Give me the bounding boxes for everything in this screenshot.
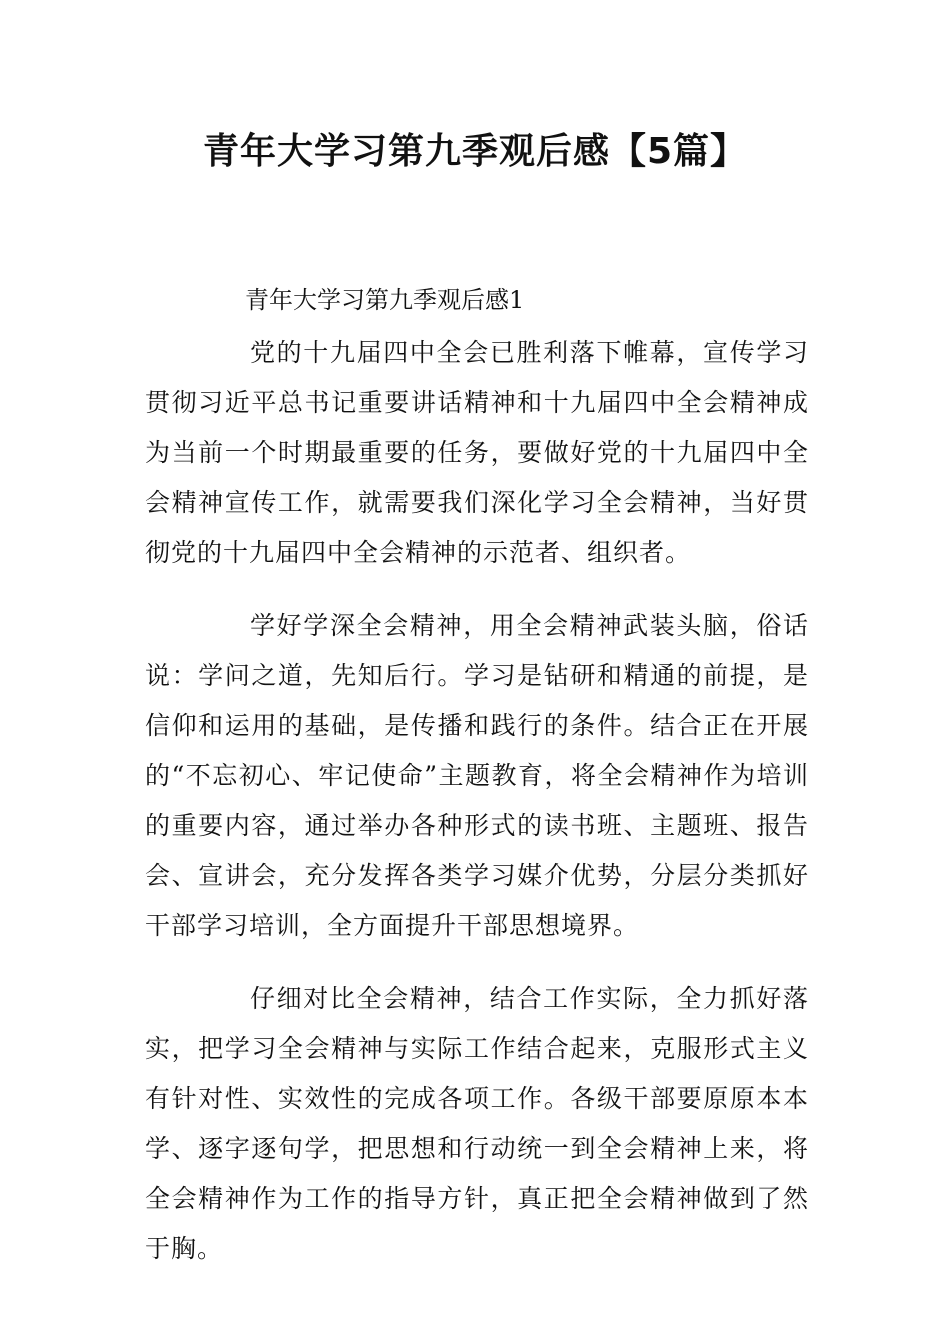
paragraph-2: 学好学深全会精神，用全会精神武装头脑，俗话说：学问之道，先知后行。学习是钻研和精通的前提，是信仰和运用的基础，是传播和践行的条件。结合正在开展的“不忘初心、牢记使命”主题教育，将全会精神作为培训的重要内容，通过举办各种形式的读书班、主题班、报告会、宣讲会，充分发挥各类学习媒介优势，分层分类抓好干部学习培训，全方面提升干部思想境界。 <box>145 611 809 940</box>
section-heading: 青年大学习第九季观后感1 <box>245 286 525 314</box>
paragraph-3: 仔细对比全会精神，结合工作实际，全力抓好落实，把学习全会精神与实际工作结合起来，克服形式主义有针对性、实效性的完成各项工作。各级干部要原原本本学、逐字逐句学，把思想和行动统一到全会精神上来，将全会精神作为工作的指导方针，真正把全会精神做到了然于胸。 <box>145 984 809 1263</box>
document-title: 青年大学习第九季观后感【5篇】 <box>202 131 748 172</box>
paragraph-1: 党的十九届四中全会已胜利落下帷幕，宣传学习贯彻习近平总书记重要讲话精神和十九届四中全会精神成为当前一个时期最重要的任务，要做好党的十九届四中全会精神宣传工作，就需要我们深化学习全会精神，当好贯彻党的十九届四中全会精神的示范者、组织者。 <box>145 338 809 567</box>
document-body <box>145 278 809 1297</box>
